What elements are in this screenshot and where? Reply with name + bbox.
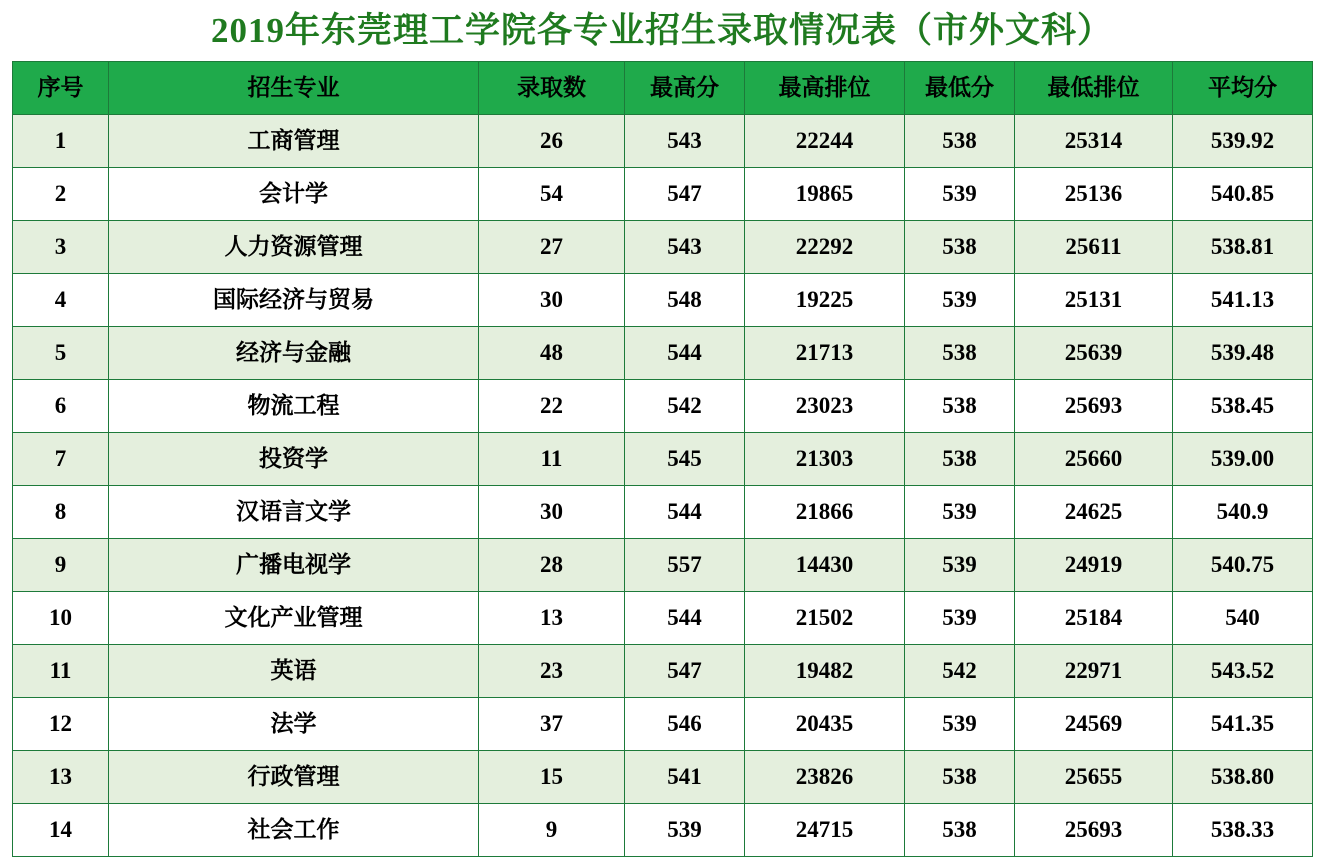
cell-lowest-score: 542 bbox=[905, 644, 1015, 697]
cell-average-score: 538.33 bbox=[1173, 803, 1313, 856]
cell-admitted-count: 23 bbox=[479, 644, 625, 697]
table-row bbox=[13, 697, 1313, 750]
cell-highest-score: 548 bbox=[625, 273, 745, 326]
table-row bbox=[13, 167, 1313, 220]
cell-lowest-rank: 25136 bbox=[1015, 167, 1173, 220]
cell-major: 文化产业管理 bbox=[109, 591, 479, 644]
cell-highest-score: 557 bbox=[625, 538, 745, 591]
cell-admitted-count: 30 bbox=[479, 273, 625, 326]
column-header-average-score: 平均分 bbox=[1173, 61, 1313, 114]
cell-highest-rank: 21713 bbox=[745, 326, 905, 379]
cell-major: 社会工作 bbox=[109, 803, 479, 856]
cell-highest-rank: 21502 bbox=[745, 591, 905, 644]
cell-lowest-score: 538 bbox=[905, 220, 1015, 273]
cell-average-score: 541.13 bbox=[1173, 273, 1313, 326]
cell-major: 会计学 bbox=[109, 167, 479, 220]
table-row bbox=[13, 432, 1313, 485]
cell-average-score: 541.35 bbox=[1173, 697, 1313, 750]
cell-lowest-rank: 24569 bbox=[1015, 697, 1173, 750]
cell-highest-score: 542 bbox=[625, 379, 745, 432]
cell-highest-rank: 21303 bbox=[745, 432, 905, 485]
cell-lowest-rank: 24625 bbox=[1015, 485, 1173, 538]
table-row bbox=[13, 485, 1313, 538]
page-title: 2019年东莞理工学院各专业招生录取情况表（市外文科） bbox=[210, 11, 1113, 50]
cell-lowest-rank: 25611 bbox=[1015, 220, 1173, 273]
cell-lowest-rank: 25660 bbox=[1015, 432, 1173, 485]
cell-lowest-score: 539 bbox=[905, 538, 1015, 591]
cell-index: 10 bbox=[13, 591, 109, 644]
cell-lowest-score: 539 bbox=[905, 697, 1015, 750]
cell-lowest-rank: 24919 bbox=[1015, 538, 1173, 591]
cell-lowest-score: 538 bbox=[905, 326, 1015, 379]
cell-major: 行政管理 bbox=[109, 750, 479, 803]
cell-highest-score: 543 bbox=[625, 220, 745, 273]
cell-highest-rank: 22244 bbox=[745, 114, 905, 167]
cell-lowest-rank: 22971 bbox=[1015, 644, 1173, 697]
cell-admitted-count: 37 bbox=[479, 697, 625, 750]
cell-highest-rank: 19225 bbox=[745, 273, 905, 326]
cell-index: 8 bbox=[13, 485, 109, 538]
cell-lowest-rank: 25314 bbox=[1015, 114, 1173, 167]
cell-admitted-count: 28 bbox=[479, 538, 625, 591]
cell-index: 1 bbox=[13, 114, 109, 167]
cell-major: 汉语言文学 bbox=[109, 485, 479, 538]
cell-index: 6 bbox=[13, 379, 109, 432]
cell-lowest-score: 538 bbox=[905, 379, 1015, 432]
table-row bbox=[13, 114, 1313, 167]
cell-average-score: 540 bbox=[1173, 591, 1313, 644]
column-header-index: 序号 bbox=[13, 61, 109, 114]
table-row bbox=[13, 273, 1313, 326]
cell-major: 英语 bbox=[109, 644, 479, 697]
cell-lowest-rank: 25693 bbox=[1015, 803, 1173, 856]
cell-highest-rank: 19865 bbox=[745, 167, 905, 220]
column-header-highest-score: 最高分 bbox=[625, 61, 745, 114]
cell-average-score: 540.75 bbox=[1173, 538, 1313, 591]
cell-highest-rank: 21866 bbox=[745, 485, 905, 538]
cell-highest-score: 546 bbox=[625, 697, 745, 750]
table-row bbox=[13, 220, 1313, 273]
cell-index: 3 bbox=[13, 220, 109, 273]
cell-admitted-count: 54 bbox=[479, 167, 625, 220]
cell-highest-score: 544 bbox=[625, 591, 745, 644]
table-row bbox=[13, 644, 1313, 697]
cell-lowest-score: 539 bbox=[905, 273, 1015, 326]
table-row bbox=[13, 538, 1313, 591]
column-header-lowest-score: 最低分 bbox=[905, 61, 1015, 114]
cell-index: 11 bbox=[13, 644, 109, 697]
cell-average-score: 540.85 bbox=[1173, 167, 1313, 220]
cell-average-score: 539.00 bbox=[1173, 432, 1313, 485]
cell-index: 2 bbox=[13, 167, 109, 220]
cell-lowest-rank: 25693 bbox=[1015, 379, 1173, 432]
cell-highest-rank: 23023 bbox=[745, 379, 905, 432]
cell-highest-score: 545 bbox=[625, 432, 745, 485]
cell-index: 4 bbox=[13, 273, 109, 326]
cell-major: 法学 bbox=[109, 697, 479, 750]
cell-lowest-score: 538 bbox=[905, 750, 1015, 803]
cell-highest-rank: 24715 bbox=[745, 803, 905, 856]
cell-lowest-rank: 25131 bbox=[1015, 273, 1173, 326]
cell-highest-rank: 14430 bbox=[745, 538, 905, 591]
cell-lowest-rank: 25639 bbox=[1015, 326, 1173, 379]
cell-average-score: 538.80 bbox=[1173, 750, 1313, 803]
column-header-major: 招生专业 bbox=[109, 61, 479, 114]
cell-index: 9 bbox=[13, 538, 109, 591]
cell-index: 12 bbox=[13, 697, 109, 750]
table-header bbox=[13, 61, 1313, 114]
table-row bbox=[13, 803, 1313, 856]
cell-average-score: 540.9 bbox=[1173, 485, 1313, 538]
header-row bbox=[13, 61, 1313, 114]
table-row bbox=[13, 750, 1313, 803]
cell-average-score: 543.52 bbox=[1173, 644, 1313, 697]
cell-lowest-score: 539 bbox=[905, 167, 1015, 220]
cell-lowest-score: 538 bbox=[905, 432, 1015, 485]
cell-admitted-count: 30 bbox=[479, 485, 625, 538]
cell-highest-score: 543 bbox=[625, 114, 745, 167]
cell-lowest-score: 539 bbox=[905, 485, 1015, 538]
cell-lowest-score: 539 bbox=[905, 591, 1015, 644]
cell-lowest-score: 538 bbox=[905, 114, 1015, 167]
cell-highest-score: 539 bbox=[625, 803, 745, 856]
cell-admitted-count: 13 bbox=[479, 591, 625, 644]
table-body bbox=[13, 114, 1313, 856]
cell-highest-rank: 20435 bbox=[745, 697, 905, 750]
table-row bbox=[13, 326, 1313, 379]
cell-admitted-count: 15 bbox=[479, 750, 625, 803]
column-header-admitted-count: 录取数 bbox=[479, 61, 625, 114]
cell-highest-score: 541 bbox=[625, 750, 745, 803]
cell-highest-rank: 19482 bbox=[745, 644, 905, 697]
cell-average-score: 538.45 bbox=[1173, 379, 1313, 432]
cell-admitted-count: 11 bbox=[479, 432, 625, 485]
cell-admitted-count: 27 bbox=[479, 220, 625, 273]
table-row bbox=[13, 379, 1313, 432]
cell-average-score: 538.81 bbox=[1173, 220, 1313, 273]
cell-highest-score: 547 bbox=[625, 644, 745, 697]
cell-major: 投资学 bbox=[109, 432, 479, 485]
cell-highest-score: 544 bbox=[625, 326, 745, 379]
cell-index: 5 bbox=[13, 326, 109, 379]
cell-admitted-count: 26 bbox=[479, 114, 625, 167]
table-row bbox=[13, 591, 1313, 644]
cell-major: 物流工程 bbox=[109, 379, 479, 432]
cell-lowest-score: 538 bbox=[905, 803, 1015, 856]
cell-average-score: 539.92 bbox=[1173, 114, 1313, 167]
cell-index: 7 bbox=[13, 432, 109, 485]
cell-admitted-count: 9 bbox=[479, 803, 625, 856]
cell-admitted-count: 22 bbox=[479, 379, 625, 432]
cell-admitted-count: 48 bbox=[479, 326, 625, 379]
cell-major: 人力资源管理 bbox=[109, 220, 479, 273]
cell-major: 国际经济与贸易 bbox=[109, 273, 479, 326]
admissions-table bbox=[12, 61, 1313, 857]
cell-lowest-rank: 25655 bbox=[1015, 750, 1173, 803]
cell-major: 经济与金融 bbox=[109, 326, 479, 379]
cell-highest-rank: 23826 bbox=[745, 750, 905, 803]
cell-average-score: 539.48 bbox=[1173, 326, 1313, 379]
cell-highest-rank: 22292 bbox=[745, 220, 905, 273]
cell-highest-score: 547 bbox=[625, 167, 745, 220]
cell-major: 广播电视学 bbox=[109, 538, 479, 591]
column-header-lowest-rank: 最低排位 bbox=[1015, 61, 1173, 114]
cell-lowest-rank: 25184 bbox=[1015, 591, 1173, 644]
cell-major: 工商管理 bbox=[109, 114, 479, 167]
cell-highest-score: 544 bbox=[625, 485, 745, 538]
cell-index: 13 bbox=[13, 750, 109, 803]
column-header-highest-rank: 最高排位 bbox=[745, 61, 905, 114]
cell-index: 14 bbox=[13, 803, 109, 856]
